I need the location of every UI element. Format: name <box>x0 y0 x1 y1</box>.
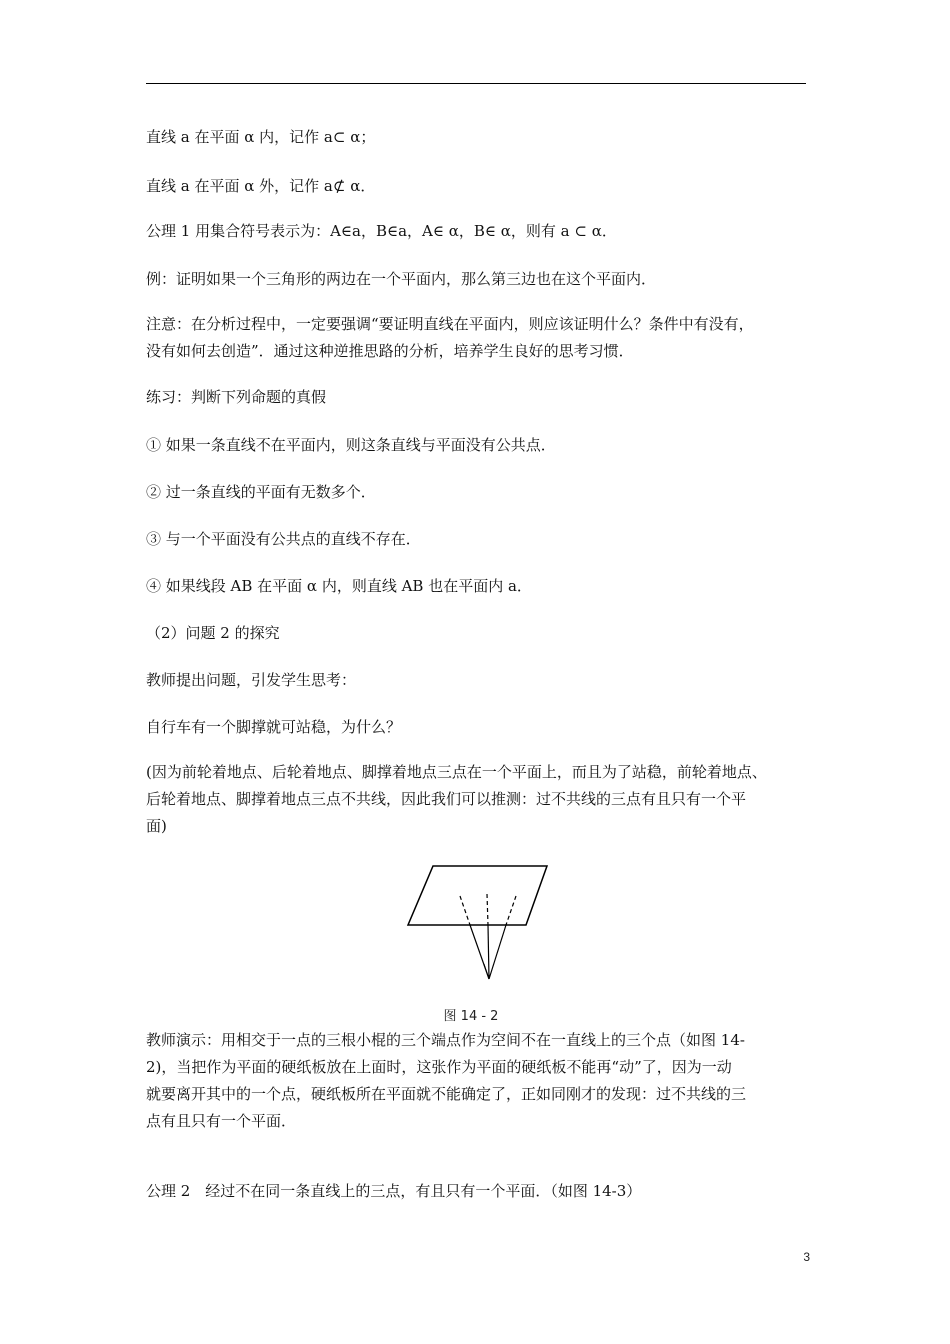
exercise-title: 练习：判断下列命题的真假 <box>146 388 327 406</box>
exercise-item-3: ③ 与一个平面没有公共点的直线不存在． <box>146 530 421 548</box>
bike-question: 自行车有一个脚撑就可站稳，为什么？ <box>146 718 402 736</box>
demo-paragraph <box>146 1027 808 1135</box>
teacher-question: 教师提出问题，引发学生思考： <box>146 671 357 689</box>
bike-answer-line-3: 面) <box>146 817 167 835</box>
exercise-item-4: ④ 如果线段 AB 在平面 α 内，则直线 AB 也在平面内 a． <box>146 577 532 595</box>
demo-line-3: 就要离开其中的一个点，硬纸板所在平面就不能确定了，正如同刚才的发现：过不共线的三 <box>146 1085 747 1103</box>
demo-line-2: 2)，当把作为平面的硬纸板放在上面时，这张作为平面的硬纸板不能再“动”了，因为一动 <box>146 1058 732 1076</box>
stick-middle-hidden <box>487 894 488 925</box>
plane-parallelogram <box>408 866 547 925</box>
text-example: 例：证明如果一个三角形的两边在一个平面内，那么第三边也在这个平面内． <box>146 270 657 288</box>
bike-answer-line-2: 后轮着地点、脚撑着地点三点不共线，因此我们可以推测：过不共线的三点有且只有一个平 <box>146 790 747 808</box>
stick-right-solid <box>489 925 506 979</box>
stick-left-hidden <box>460 896 470 925</box>
bike-answer-paragraph <box>146 759 808 840</box>
page-number: 3 <box>803 1250 810 1264</box>
text-line-in-plane: 直线 a 在平面 α 内，记作 a⊂ α； <box>146 128 376 146</box>
section-heading-2: （2）问题 2 的探究 <box>146 624 280 642</box>
plane-three-sticks-figure <box>400 860 560 980</box>
note-paragraph <box>146 311 808 365</box>
stick-right-hidden <box>506 896 516 925</box>
axiom-2: 公理 2 经过不在同一条直线上的三点，有且只有一个平面．（如图 14-3） <box>146 1182 642 1200</box>
demo-line-1: 教师演示：用相交于一点的三根小棍的三个端点作为空间不在一直线上的三个点（如图 14- <box>146 1031 745 1049</box>
text-axiom1-set-notation: 公理 1 用集合符号表示为：A∈a，B∈a，A∈ α，B∈ α，则有 a ⊂ α． <box>146 222 617 240</box>
note-line-2: 没有如何去创造”．通过这种逆推思路的分析，培养学生良好的思考习惯． <box>146 342 634 360</box>
demo-line-4: 点有且只有一个平面． <box>146 1112 297 1130</box>
header-rule <box>146 83 806 84</box>
text-line-outside-plane: 直线 a 在平面 α 外，记作 a⊄ α． <box>146 177 376 195</box>
note-line-1: 注意：在分析过程中，一定要强调“要证明直线在平面内，则应该证明什么？条件中有没有， <box>146 315 754 333</box>
exercise-item-2: ② 过一条直线的平面有无数多个． <box>146 483 376 501</box>
stick-middle-solid <box>488 925 489 979</box>
bike-answer-line-1: (因为前轮着地点、后轮着地点、脚撑着地点三点在一个平面上，而且为了站稳，前轮着地点、 <box>146 763 767 781</box>
exercise-item-1: ① 如果一条直线不在平面内，则这条直线与平面没有公共点． <box>146 436 556 454</box>
figure-caption: 图 14 - 2 <box>443 1009 499 1024</box>
